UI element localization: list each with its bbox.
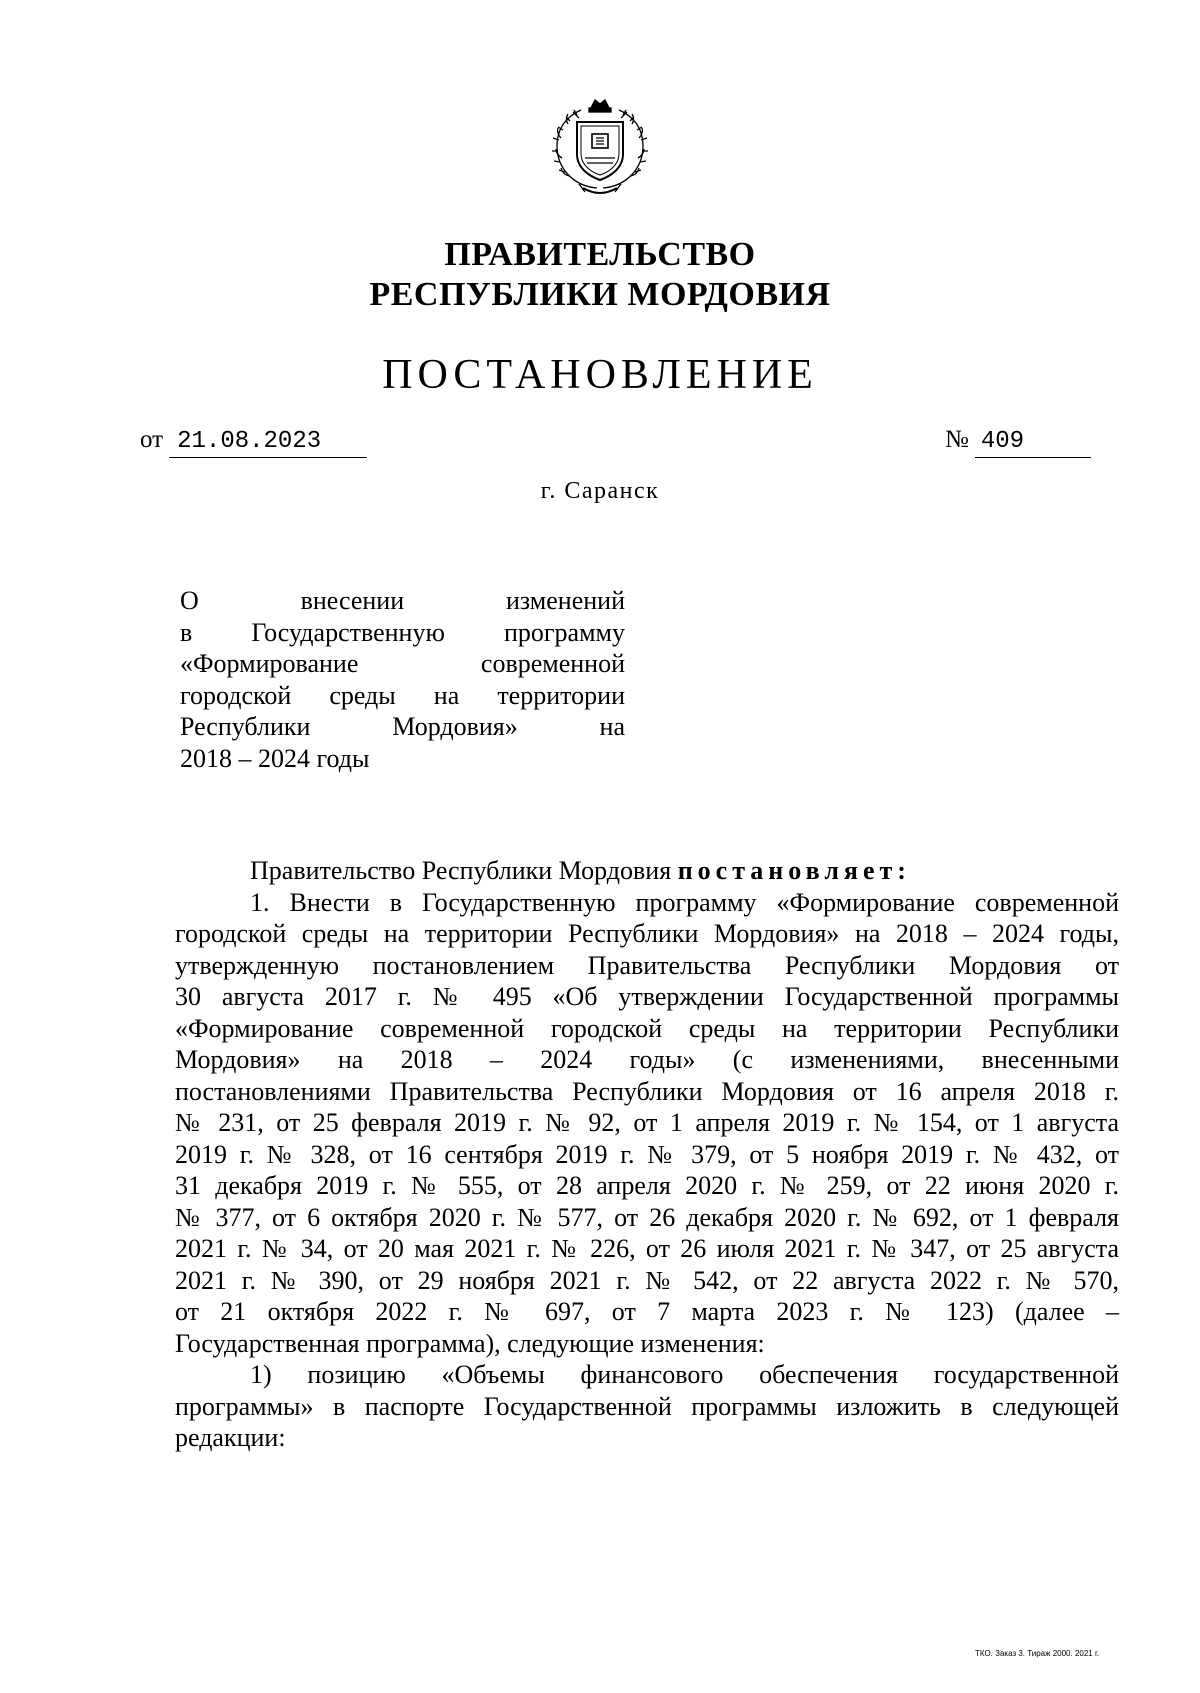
document-date-row (140, 425, 367, 458)
document-body (175, 855, 1119, 1454)
paragraph-line: 31 декабря 2019 г. № 555, от 28 апреля 2020 г. № 259, от 22 июня 2020 г. (175, 1171, 1119, 1200)
document-subject (180, 585, 625, 774)
paragraph-line: 1. Внести в Государственную программу «Формирование современной (250, 887, 1119, 917)
paragraph-line: 2021 г. № 34, от 20 мая 2021 г. № 226, от 26 июля 2021 г. № 347, от 25 августа (175, 1234, 1119, 1263)
paragraph-line: № 231, от 25 февраля 2019 г. № 92, от 1 апреля 2019 г. № 154, от 1 августа (175, 1108, 1119, 1137)
document-number: 409 (975, 427, 1091, 458)
government-title-line2: РЕСПУБЛИКИ МОРДОВИЯ (369, 276, 831, 313)
paragraph-line: «Формирование современной городской среды на территории Республики (175, 1013, 1119, 1043)
item-line: редакции: (175, 1423, 286, 1452)
document-type-title: ПОСТАНОВЛЕНИЕ (382, 352, 818, 398)
intro-emphasis: постановляет: (677, 856, 911, 885)
subject-line: в Государственную программу (180, 617, 625, 647)
subject-line: О внесении изменений (180, 586, 625, 615)
paragraph-line: Мордовия» на 2018 – 2024 годы» (с изменениями, внесенными (175, 1045, 1119, 1074)
document-date: 21.08.2023 (169, 427, 367, 458)
item-line: программы» в паспорте Государственной программы изложить в следующей (175, 1391, 1119, 1421)
item-line: 1) позицию «Объемы финансового обеспечения государственной (250, 1360, 1119, 1389)
paragraph-line: 2021 г. № 390, от 29 ноября 2021 г. № 542, от 22 августа 2022 г. № 570, (175, 1265, 1119, 1295)
date-prefix: от (140, 426, 164, 453)
print-footer-note: ТКО. Заказ 3. Тираж 2000. 2021 г. (975, 1649, 1100, 1658)
subject-line: Республики Мордовия» на (180, 712, 625, 741)
paragraph-line: 2019 г. № 328, от 16 сентября 2019 г. № 379, от 5 ноября 2019 г. № 432, от (175, 1139, 1119, 1169)
subject-line: 2018 – 2024 годы (180, 743, 370, 773)
intro-text: Правительство Республики Мордовия (250, 856, 672, 885)
paragraph-line: от 21 октября 2022 г. № 697, от 7 марта 2023 г. № 123) (далее – (175, 1297, 1119, 1326)
paragraph-line: 30 августа 2017 г. № 495 «Об утверждении Государственной программы (175, 982, 1119, 1011)
paragraph-line: городской среды на территории Республики Мордовия» на 2018 – 2024 годы, (175, 919, 1119, 948)
paragraph-line: утвержденную постановлением Правительства Республики Мордовия от (175, 950, 1119, 980)
paragraph-line: № 377, от 6 октября 2020 г. № 577, от 26 декабря 2020 г. № 692, от 1 февраля (175, 1202, 1119, 1232)
subject-line: «Формирование современной (180, 649, 625, 678)
subject-line: городской среды на территории (180, 680, 625, 710)
document-number-row (945, 425, 1091, 458)
paragraph-line: Государственная программа), следующие изменения: (175, 1328, 765, 1358)
paragraph-line: постановлениями Правительства Республики Мордовия от 16 апреля 2018 г. (175, 1076, 1119, 1106)
government-title-line1: ПРАВИТЕЛЬСТВО (444, 236, 756, 273)
republic-of-mordovia-coat-of-arms-icon (545, 88, 655, 203)
document-city: г. Саранск (540, 478, 660, 504)
number-sign: № (945, 426, 969, 453)
intro-line (175, 855, 1119, 887)
